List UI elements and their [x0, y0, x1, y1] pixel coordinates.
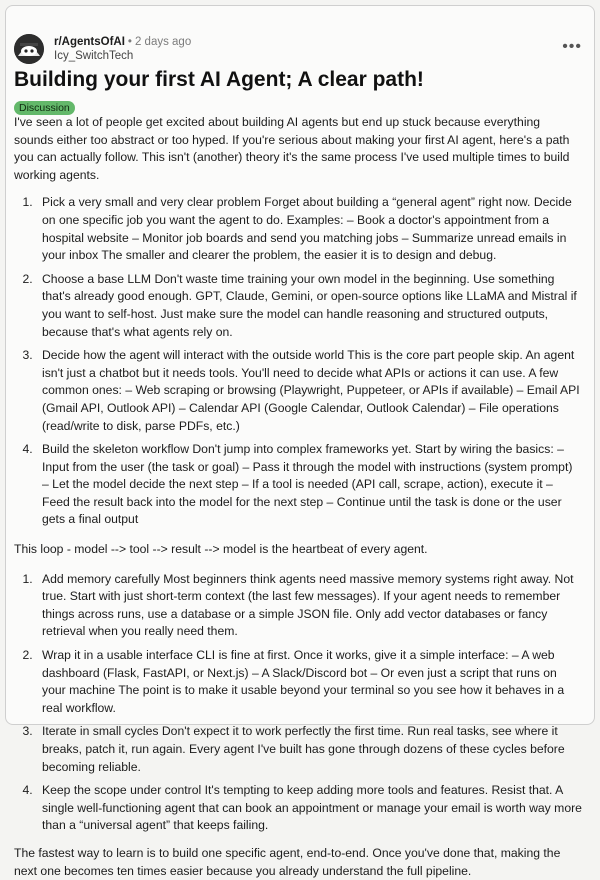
list-item: 4. Build the skeleton workflow Don't jump into complex frameworks yet. Start by wiring the basics: – Input from the user (the task or goal) – Pass it through the model with instructions (system prompt) – Let the model decide the next step – If a tool is needed (API call, scrape, action), execute it – Feed the result back into the model for the next step – Continue until the task is done or the user gets a final output [36, 441, 582, 529]
list-item: 3. Decide how the agent will interact with the outside world This is the core part people skip. An agent isn't just a chatbot but it needs tools. You'll need to decide what APIs or actions it can use. A few common ones: – Web scraping or browsing (Playwright, Puppeteer, or APIs if available) – Email API (Gmail API, Outlook API) – Calendar API (Google Calendar, Outlook Calendar) – File operations (read/write to disk, parse PDFs, etc.) [36, 347, 582, 435]
list-item: 1. Pick a very small and very clear problem Forget about building a “general agent” right now. Decide on one specific job you want the agent to do. Examples: – Book a doctor's appointment from a hospital website – Monitor job boards and send you matching jobs – Summarize unread emails in your inbox The smaller and clearer the problem, the easier it is to design and debug. [36, 194, 582, 264]
post-header [14, 34, 586, 68]
steps-list-1 [14, 194, 582, 529]
list-item: 1. Add memory carefully Most beginners think agents need massive memory systems right away. Not true. Start with just short-term context (the last few messages). If your agent needs to remember things across runs, use a database or a simple JSON file. Only add vector databases or fancy retrieval when you really need them. [36, 571, 582, 641]
post-intro: I've seen a lot of people get excited about building AI agents but end up stuck because everything sounds either too abstract or too hyped. If you're serious about making your first AI agent, here's a path you can actually follow. This isn't (another) theory it's the same process I've used multiple times to build working agents. [14, 115, 570, 182]
list-item: 4. Keep the scope under control It's tempting to keep adding more tools and features. Resist that. A single well-functioning agent that can book an appointment or manage your email is worth way more than a “universal agent” that keeps failing. [36, 782, 582, 835]
post-flair[interactable]: Discussion [14, 101, 75, 115]
subreddit-link[interactable]: r/AgentsOfAI [54, 36, 125, 48]
more-options-icon[interactable]: ••• [562, 38, 582, 55]
steps-list-2 [14, 571, 582, 835]
meta-separator: • [127, 36, 132, 48]
post-title: Building your first AI Agent; A clear path! [14, 68, 424, 91]
post-meta [54, 35, 191, 63]
subreddit-avatar-icon[interactable] [14, 34, 44, 64]
list-item: 2. Choose a base LLM Don't waste time training your own model in the beginning. Use something that's already good enough. GPT, Claude, Gemini, or open-source options like LLaMA and Mistral if you want to self-host. Just make sure the model can handle reasoning and structured outputs, because that's what agents rely on. [36, 271, 582, 341]
post-card [5, 5, 595, 878]
list-item: 3. Iterate in small cycles Don't expect it to work perfectly the first time. Run real tasks, see where it breaks, patch it, run again. Every agent I've built has gone through dozens of these cycles before becoming reliable. [36, 723, 582, 776]
loop-line: This loop - model --> tool --> result --> model is the heartbeat of every agent. [14, 542, 428, 557]
post-time: 2 days ago [134, 36, 192, 48]
author-link[interactable]: Icy_SwitchTech [54, 50, 134, 62]
post-body [14, 114, 582, 880]
post-outro: The fastest way to learn is to build one specific agent, end-to-end. Once you've done that, making the next one becomes ten times easier because you already understand the full pipeline. [14, 845, 561, 878]
list-item: 2. Wrap it in a usable interface CLI is fine at first. Once it works, give it a simple interface: – A web dashboard (Flask, FastAPI, or Next.js) – A Slack/Discord bot – Or even just a script that runs on your machine The point is to make it usable beyond your terminal so you see how it behaves in a real workflow. [36, 647, 582, 717]
